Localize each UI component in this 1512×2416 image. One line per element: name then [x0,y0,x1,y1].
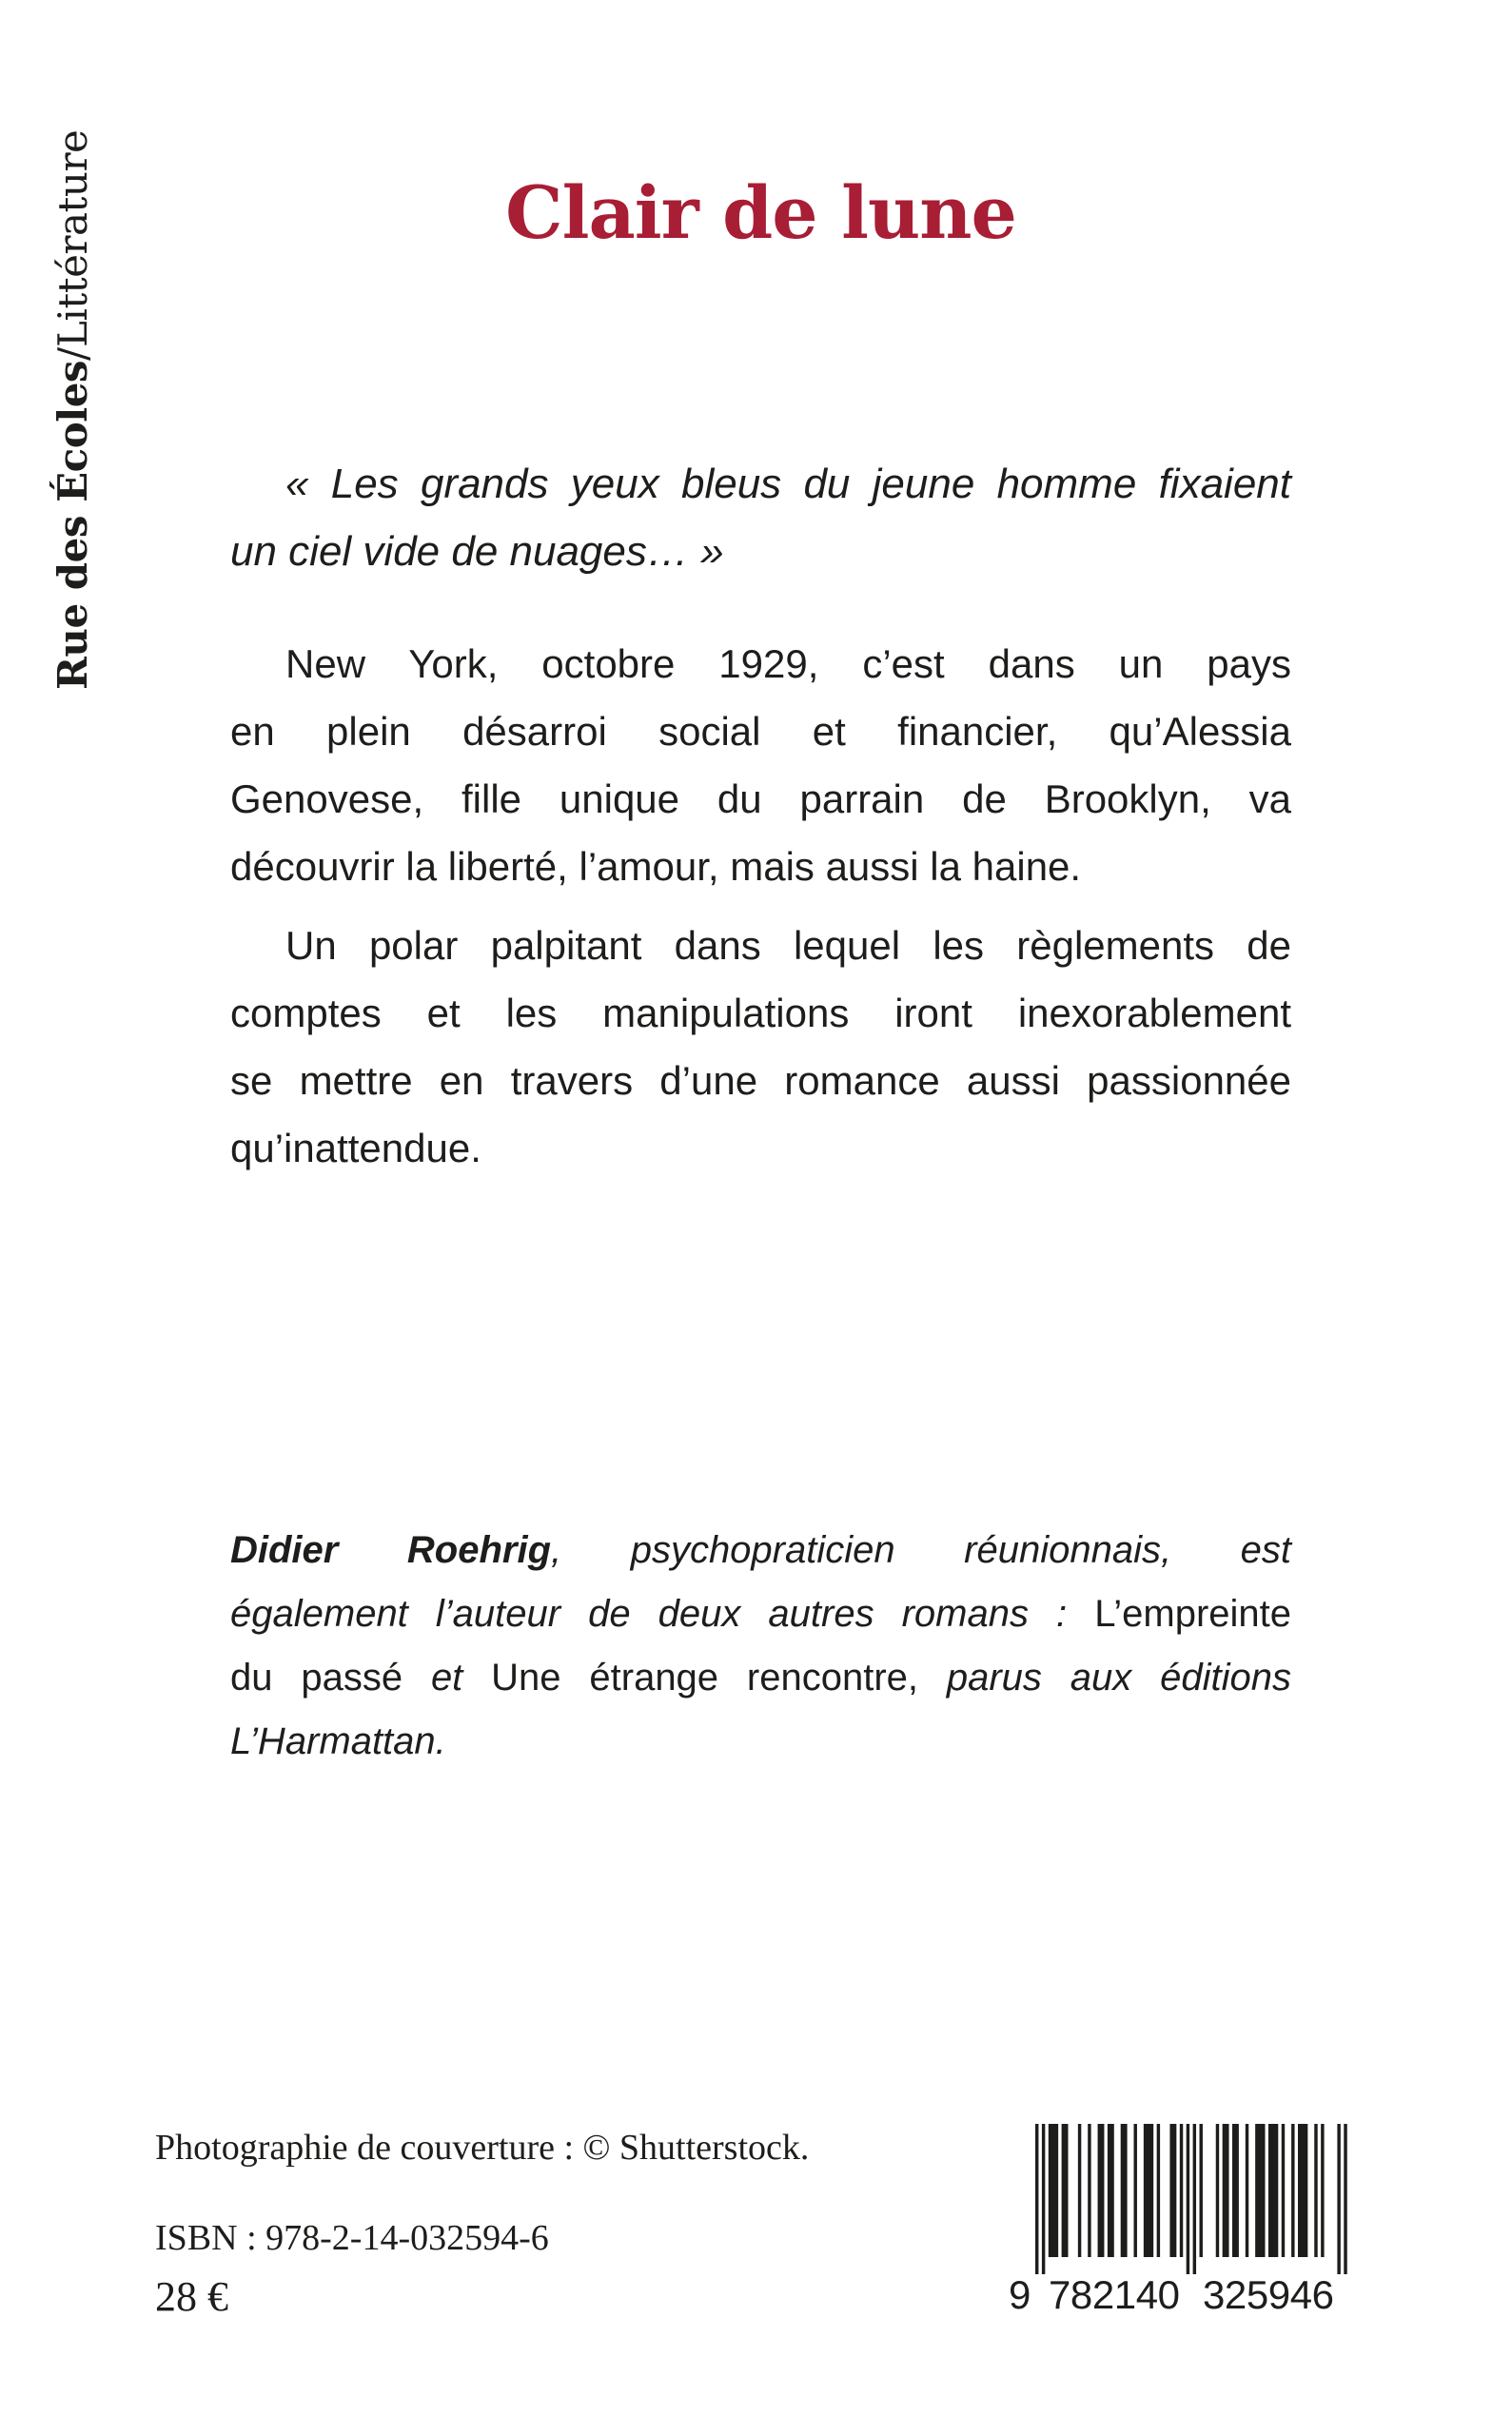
book-title-reference: Une étrange rencontre, [491,1657,918,1699]
book-title: Clair de lune [505,169,1016,255]
book-title-reference: L’empreinte [1094,1593,1291,1635]
bio-line: Didier Roehrig, psychopraticien réunionnais, est [230,1529,1292,1571]
ean13-barcode [1007,2122,1361,2317]
svg-text:325946: 325946 [1203,2272,1334,2317]
author-name: Didier Roehrig [230,1529,552,1571]
quote-line: un ciel vide de nuages… » [230,528,724,575]
isbn-number: ISBN : 978-2-14-032594-6 [155,2218,549,2258]
collection-separator: / [49,347,96,361]
svg-text:9: 9 [1009,2272,1031,2317]
publisher-name: L’Harmattan. [230,1720,446,1762]
photo-credit: Photographie de couverture : © Shutterstock. [155,2128,810,2168]
collection-name: Rue des Écoles [49,360,96,690]
synopsis-line: comptes et les manipulations iront inexorablement [230,991,1291,1035]
synopsis-line: Genovese, fille unique du parrain de Brooklyn, va [230,776,1291,821]
barcode-image [1007,2122,1361,2317]
bio-line [230,1710,1291,1774]
book-title-reference: du passé [230,1657,431,1699]
svg-text:782140: 782140 [1049,2272,1180,2317]
synopsis-line: qu’inattendue. [230,1126,481,1170]
synopsis-paragraph-1 [230,630,1291,900]
synopsis-line: Un polar palpitant dans lequel les règlements de [285,923,1291,968]
synopsis-paragraph-2 [230,912,1291,1182]
bio-line: du passé et Une étrange rencontre, parus aux éditions [230,1657,1291,1699]
bio-line: également l’auteur de deux autres romans : L’empreinte [230,1593,1291,1635]
opening-quote [230,450,1291,585]
price: 28 € [155,2273,228,2320]
author-bio [230,1519,1291,1774]
synopsis-line: découvrir la liberté, l’amour, mais aussi la haine. [230,844,1082,889]
collection-category: Littérature [49,129,96,348]
quote-line: « Les grands yeux bleus du jeune homme fixaient [285,461,1291,507]
synopsis-line: en plein désarroi social et financier, qu’Alessia [230,709,1291,754]
synopsis-line: se mettre en travers d’une romance aussi passionnée [230,1058,1291,1103]
synopsis-line: New York, octobre 1929, c’est dans un pays [285,641,1291,686]
collection-spine-label [49,90,96,690]
